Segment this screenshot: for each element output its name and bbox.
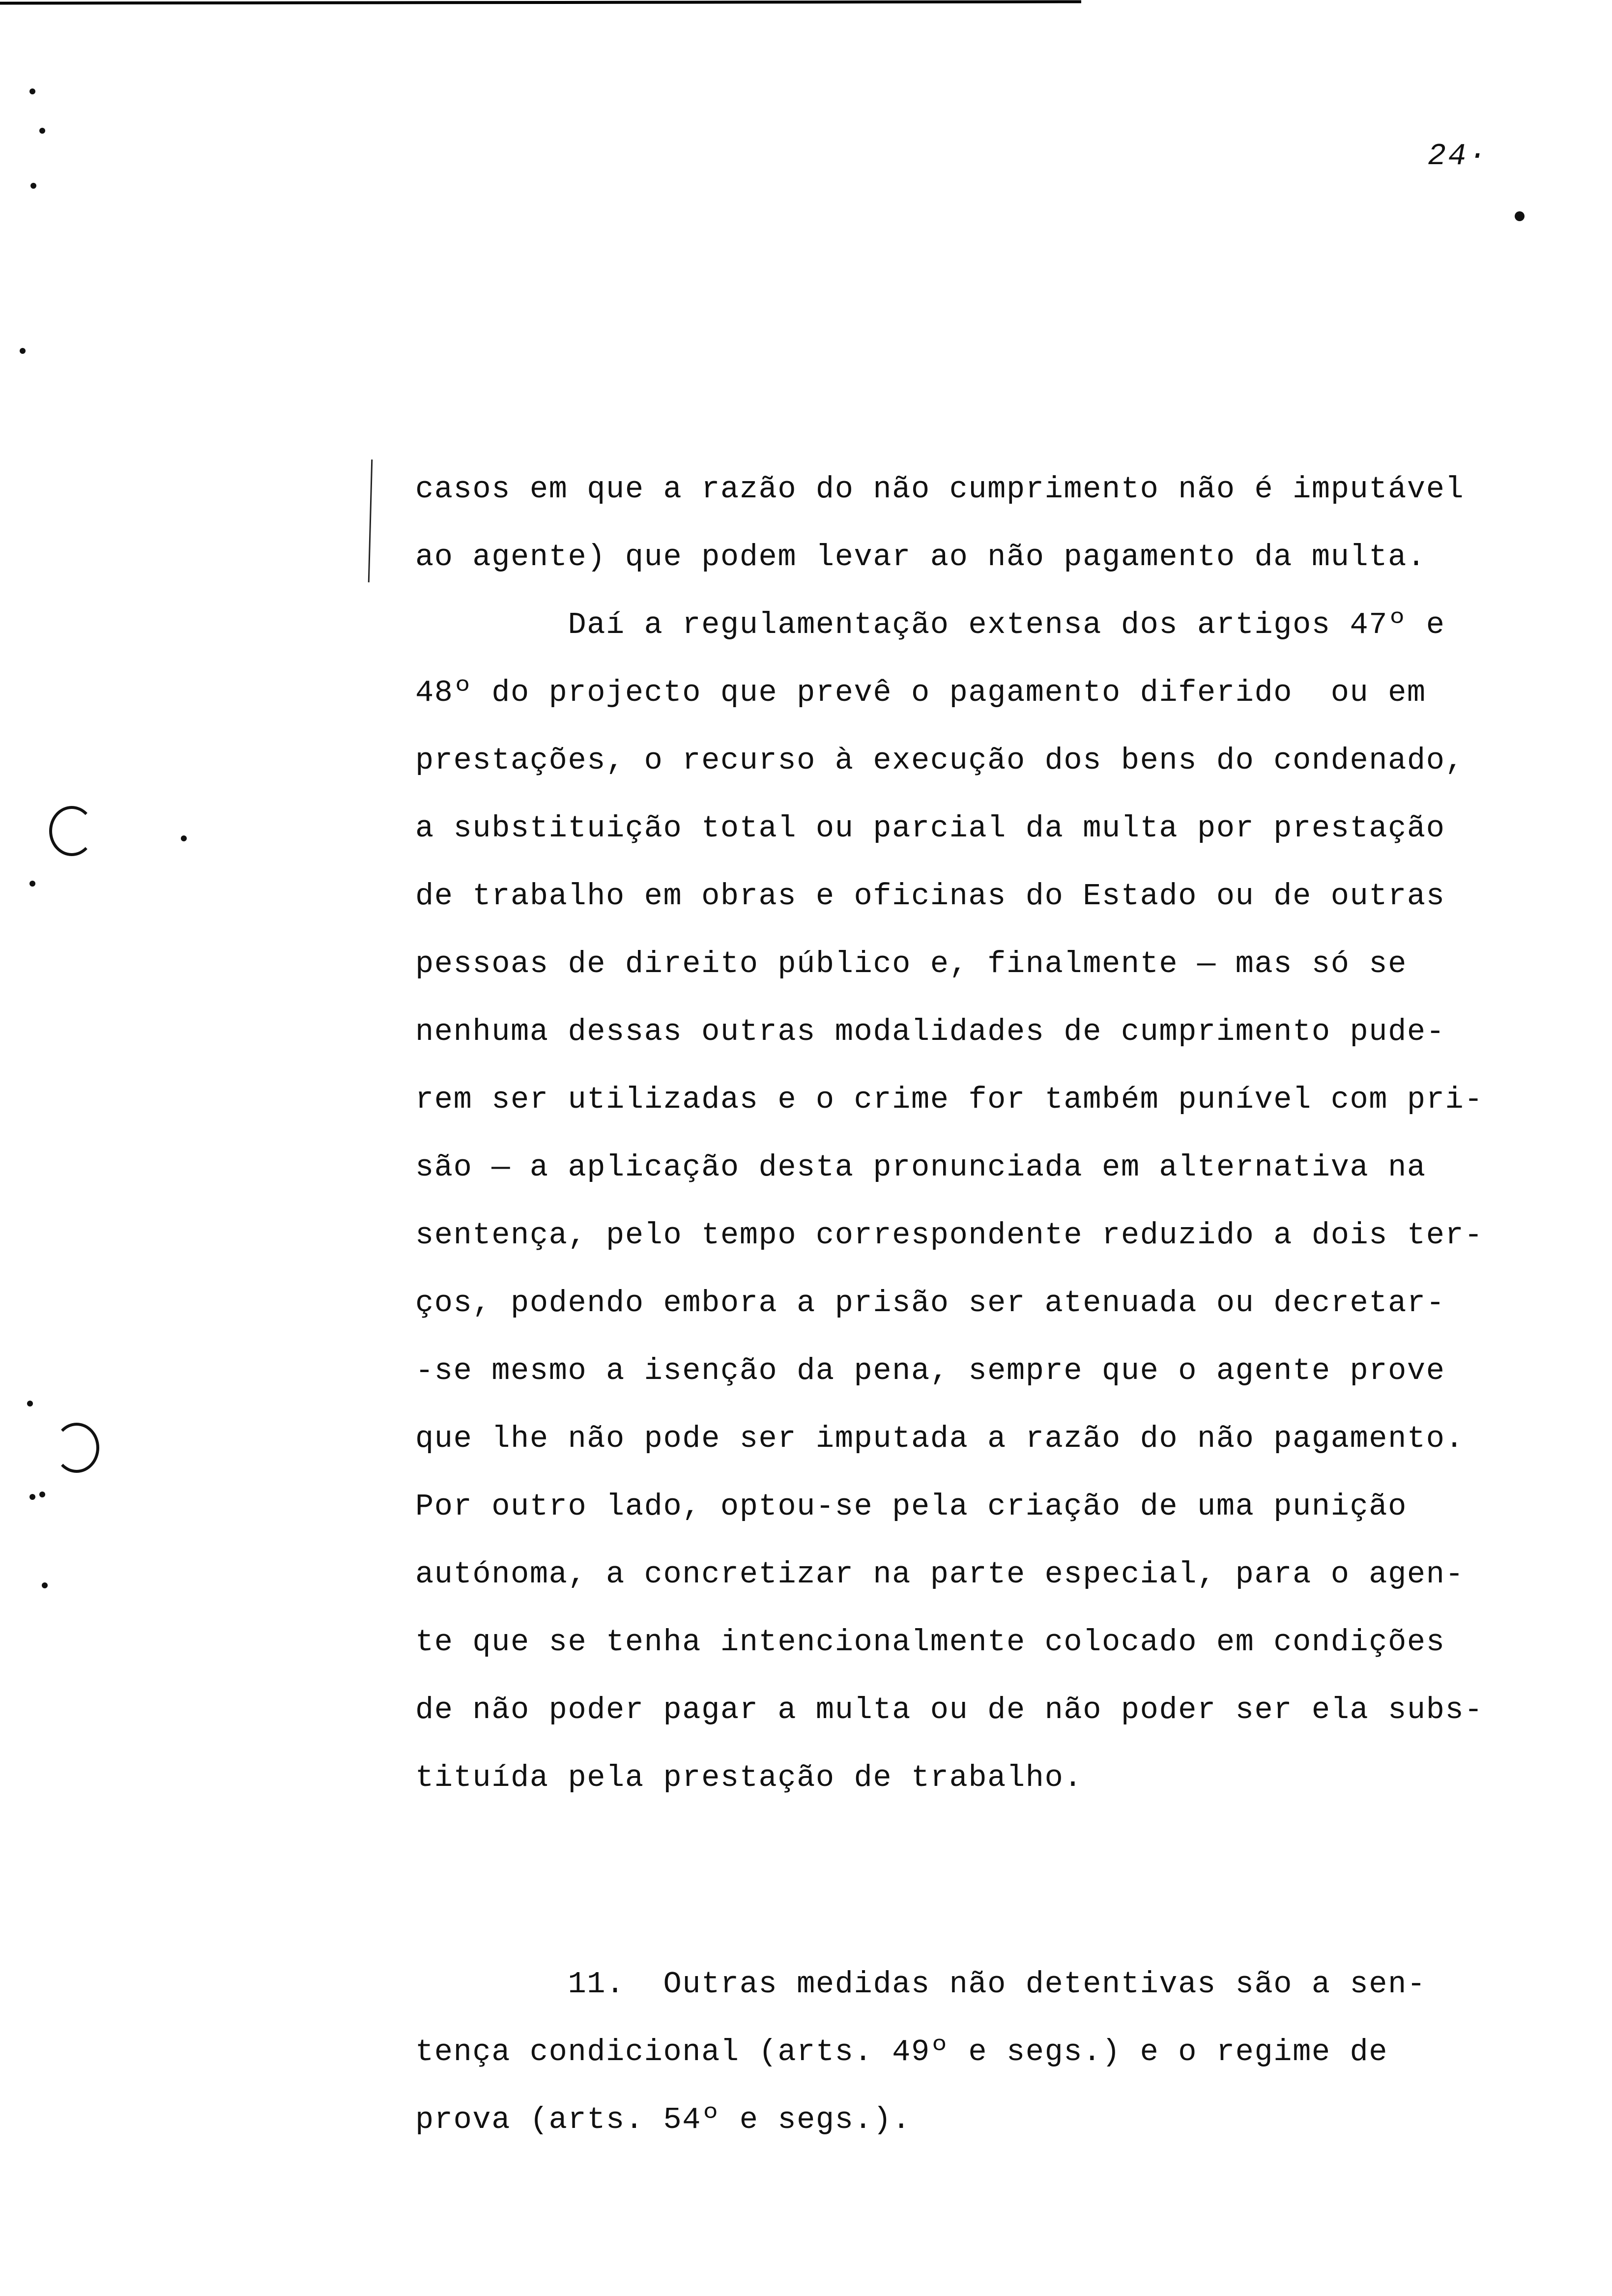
scan-speck [27,1401,33,1406]
text-line: ços, podendo embora a prisão ser atenuada ou decretar- [415,1286,1445,1320]
text-line: 48º do projecto que prevê o pagamento diferido ou em [415,675,1426,710]
text-line: pessoas de direito público e, finalmente — mas só se [415,947,1407,981]
text-line: de trabalho em obras e oficinas do Estado ou de outras [415,879,1445,914]
text-line: que lhe não pode ser imputada a razão do não pagamento. [415,1421,1465,1456]
scan-speck [29,881,35,887]
text-line: autónoma, a concretizar na parte especial, para o agen- [415,1557,1465,1592]
margin-mark [368,459,373,582]
scan-speck [29,1494,35,1500]
text-line: te que se tenha intencionalmente colocado em condições [415,1625,1445,1660]
scan-speck [29,88,35,94]
scan-speck [181,835,187,841]
section-heading-line: 11. Outras medidas não detentivas são a sen- [415,1967,1426,2002]
page-number: 24· [1428,139,1489,173]
text-line: tituída pela prestação de trabalho. [415,1760,1083,1795]
scan-speck [39,128,45,134]
text-line: tença condicional (arts. 49º e segs.) e o regime de [415,2035,1388,2069]
text-line: prestações, o recurso à execução dos bens do condenado, [415,743,1465,778]
punch-hole-icon [54,1423,99,1473]
text-line: ao agente) que podem levar ao não pagamento da multa. [415,540,1426,574]
scan-top-border [0,0,1081,4]
text-line: são — a aplicação desta pronunciada em alternativa na [415,1150,1426,1185]
text-line: Daí a regulamentação extensa dos artigos 47º e [415,607,1445,642]
text-line: Por outro lado, optou-se pela criação de uma punição [415,1489,1407,1524]
text-line: a substituição total ou parcial da multa por prestação [415,811,1445,846]
scan-speck [1515,211,1525,221]
text-line: prova (arts. 54º e segs.). [415,2102,911,2137]
text-line: sentença, pelo tempo correspondente reduzido a dois ter- [415,1218,1484,1253]
scan-speck [39,1492,45,1497]
text-line: nenhuma dessas outras modalidades de cumprimento pude- [415,1014,1445,1049]
text-line: -se mesmo a isenção da pena, sempre que o agente prove [415,1353,1445,1388]
scan-speck [30,183,36,189]
punch-hole-icon [49,806,94,856]
scan-speck [42,1582,48,1588]
scan-speck [20,348,26,354]
text-line: casos em que a razão do não cumprimento não é imputável [415,472,1465,507]
text-line: de não poder pagar a multa ou de não poder ser ela subs- [415,1693,1484,1727]
text-line: rem ser utilizadas e o crime for também punível com pri- [415,1082,1484,1117]
